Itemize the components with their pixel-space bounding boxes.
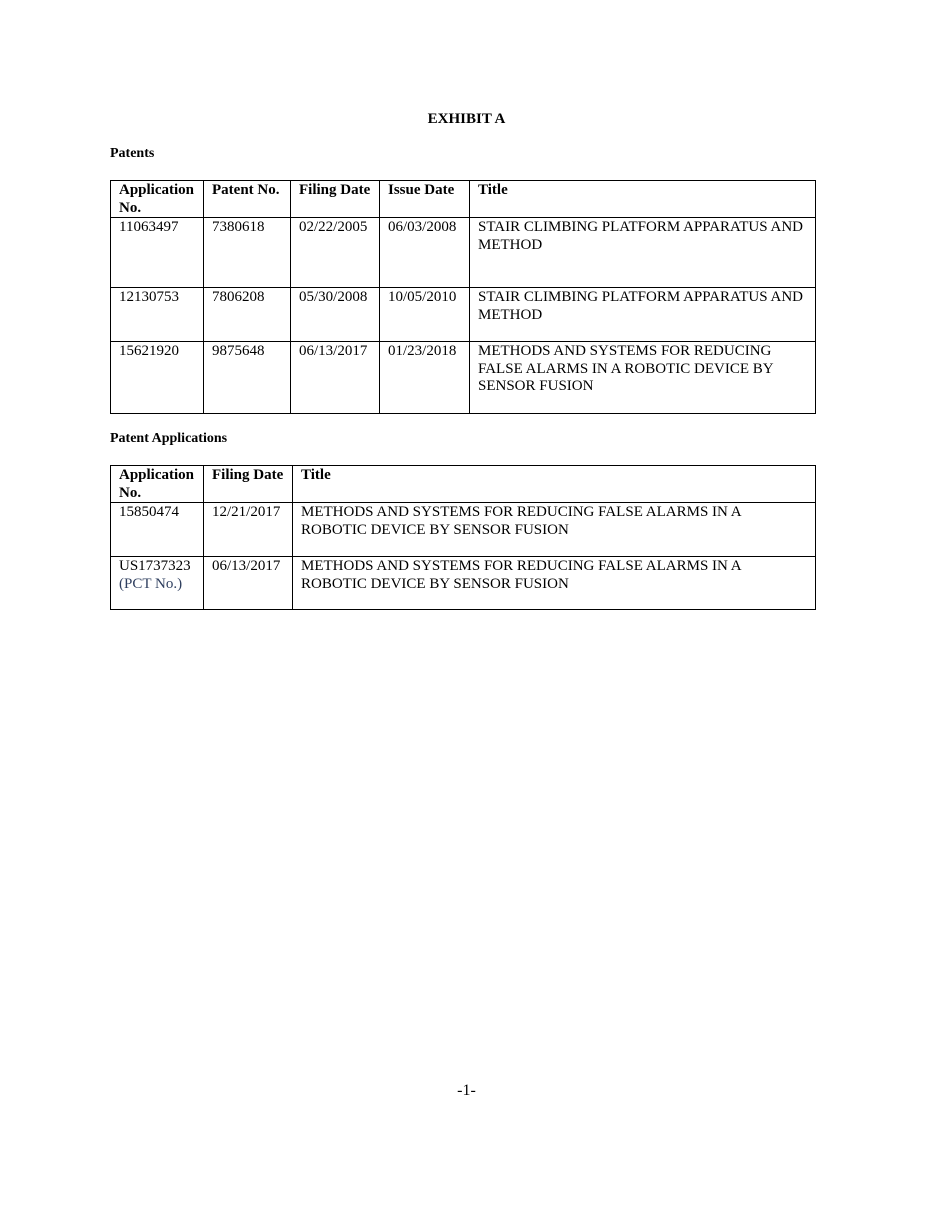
title-cell: METHODS AND SYSTEMS FOR REDUCING FALSE ALARMS IN A ROBOTIC DEVICE BY SENSOR FUSION bbox=[293, 557, 816, 610]
filing-date-cell: 12/21/2017 bbox=[204, 503, 293, 557]
patent-applications-heading: Patent Applications bbox=[110, 431, 228, 446]
title-cell: METHODS AND SYSTEMS FOR REDUCING FALSE ALARMS IN A ROBOTIC DEVICE BY SENSOR FUSION bbox=[293, 503, 816, 557]
application-no-cell bbox=[111, 557, 204, 610]
table-row bbox=[111, 288, 816, 342]
column-header-filing-date: Filing Date bbox=[204, 466, 293, 503]
table-row bbox=[111, 218, 816, 288]
pct-note: (PCT No.) bbox=[119, 575, 183, 592]
patents-heading: Patents bbox=[110, 146, 155, 161]
filing-date-cell: 02/22/2005 bbox=[291, 218, 380, 288]
column-header-title: Title bbox=[293, 466, 816, 503]
patents-table bbox=[110, 180, 816, 414]
column-header-filing-date: Filing Date bbox=[291, 181, 380, 218]
issue-date-cell: 06/03/2008 bbox=[380, 218, 470, 288]
filing-date-cell: 06/13/2017 bbox=[204, 557, 293, 610]
column-header-application-no: Application No. bbox=[111, 466, 204, 503]
patent-no-cell: 7380618 bbox=[204, 218, 291, 288]
column-header-patent-no: Patent No. bbox=[204, 181, 291, 218]
patent-applications-table bbox=[110, 465, 816, 610]
application-no-cell: 12130753 bbox=[111, 288, 204, 342]
title-cell: METHODS AND SYSTEMS FOR REDUCING FALSE ALARMS IN A ROBOTIC DEVICE BY SENSOR FUSION bbox=[470, 342, 816, 414]
issue-date-cell: 01/23/2018 bbox=[380, 342, 470, 414]
issue-date-cell: 10/05/2010 bbox=[380, 288, 470, 342]
patent-no-cell: 7806208 bbox=[204, 288, 291, 342]
column-header-application-no: Application No. bbox=[111, 181, 204, 218]
application-no-cell bbox=[111, 503, 204, 557]
patents-header-row bbox=[111, 181, 816, 218]
title-cell: STAIR CLIMBING PLATFORM APPARATUS AND METHOD bbox=[470, 288, 816, 342]
page-number: -1- bbox=[457, 1082, 476, 1099]
patent-no-cell: 9875648 bbox=[204, 342, 291, 414]
filing-date-cell: 06/13/2017 bbox=[291, 342, 380, 414]
application-no: 15850474 bbox=[119, 504, 179, 520]
application-no: US1737323 bbox=[119, 558, 191, 574]
table-row bbox=[111, 342, 816, 414]
title-cell: STAIR CLIMBING PLATFORM APPARATUS AND METHOD bbox=[470, 218, 816, 288]
application-no-cell: 11063497 bbox=[111, 218, 204, 288]
patent-applications-header-row bbox=[111, 466, 816, 503]
application-no-cell: 15621920 bbox=[111, 342, 204, 414]
table-row bbox=[111, 557, 816, 610]
page-title: EXHIBIT A bbox=[427, 111, 506, 127]
table-row bbox=[111, 503, 816, 557]
filing-date-cell: 05/30/2008 bbox=[291, 288, 380, 342]
column-header-title: Title bbox=[470, 181, 816, 218]
column-header-issue-date: Issue Date bbox=[380, 181, 470, 218]
